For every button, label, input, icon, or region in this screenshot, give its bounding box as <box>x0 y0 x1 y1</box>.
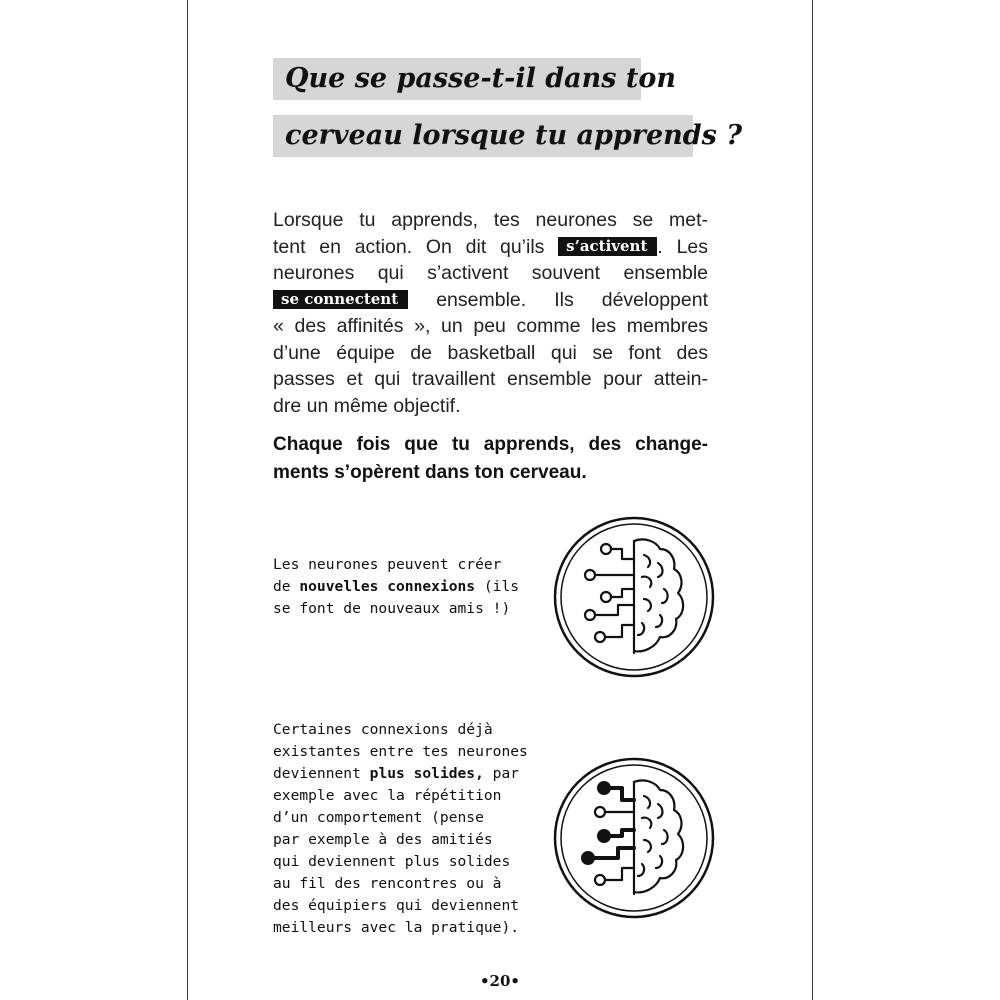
title-band-1 <box>273 58 676 100</box>
text-line: Lorsque tu apprends, tes neurones se met- <box>273 209 708 231</box>
page-number: •20• <box>479 972 521 990</box>
new-connections-text: Les neurones peuvent créer de nouvelles connexions (ils se font de nouveaux amis !) <box>273 556 520 617</box>
text-line: dre un même objectif. <box>273 394 461 417</box>
title-line-1: Que se passe-t-il dans ton <box>285 63 676 94</box>
bold-phrase: plus solides, <box>369 765 484 782</box>
text-line: neurones qui s’activent souvent ensemble <box>273 262 708 284</box>
text-line: passes et qui travaillent ensemble pour attein- <box>273 368 708 390</box>
text-line: « des affinités », un peu comme les membres <box>273 315 708 337</box>
text-line: ments s’opèrent dans ton cerveau. <box>273 462 587 483</box>
intro-paragraph <box>273 207 708 419</box>
text-line: d’une équipe de basketball qui se font des <box>273 341 708 364</box>
highlight-se-connectent: se connectent <box>273 290 408 309</box>
brain-circuit-strong-icon <box>552 756 716 920</box>
brain-circuit-icon <box>552 515 716 679</box>
title-band-2 <box>273 115 743 157</box>
highlight-s-activent: s’activent <box>558 237 657 256</box>
text-line: se connectent ensemble. Ils développent <box>273 287 708 314</box>
title-line-2: cerveau lorsque tu apprends ? <box>285 120 743 151</box>
text-line: tent en action. On dit qu’ils s’activent . Les <box>273 235 709 258</box>
bold-phrase: nouvelles connexions <box>299 578 476 595</box>
text-line: Chaque fois que tu apprends, des change- <box>273 434 708 455</box>
stronger-connections-text: Certaines connexions déjà existantes entre tes neurones deviennent plus solides, par exemple avec la répétition d’un comportement (pense par exemple à des amitiés qui deviennent plus solides au fil des rencontres ou à des équipiers qui deviennent meilleurs avec la pratique). <box>273 721 528 936</box>
key-statement <box>273 431 708 487</box>
